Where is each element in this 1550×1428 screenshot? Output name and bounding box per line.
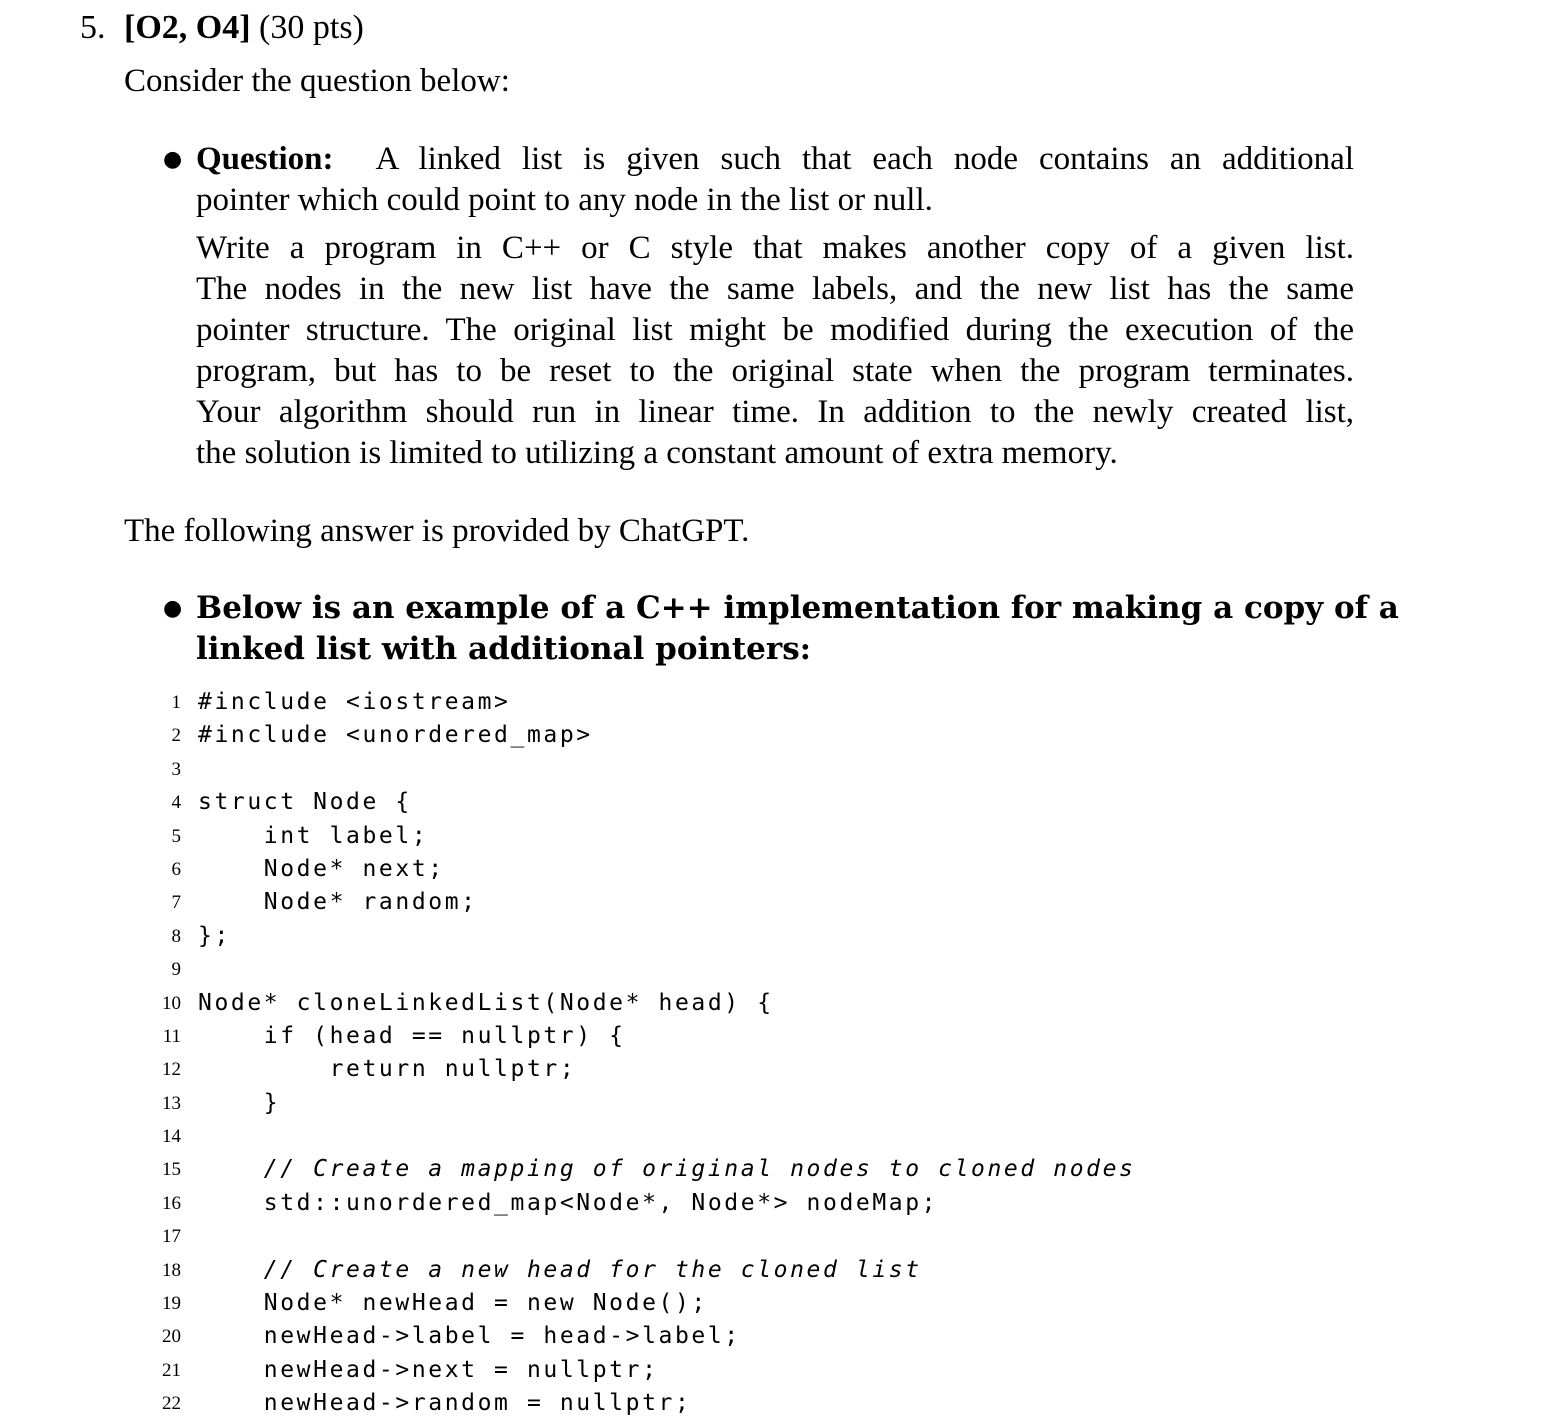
task-line: the solution is limited to utilizing a constant amount of extra memory. bbox=[196, 435, 1118, 471]
code-text: Node* next; bbox=[198, 855, 445, 882]
line-number: 14 bbox=[162, 1126, 181, 1148]
problem-number: 5. bbox=[80, 9, 106, 46]
bullet-icon: ● bbox=[163, 147, 183, 172]
code-comment: // Create a new head for the cloned list bbox=[198, 1256, 922, 1283]
line-number: 11 bbox=[162, 1025, 181, 1047]
line-number: 16 bbox=[162, 1192, 181, 1214]
task-line: pointer structure. The original list might be modified during the execution of the bbox=[196, 312, 1354, 348]
code-text: }; bbox=[198, 922, 231, 949]
code-text: std::unordered_map<Node*, Node*> nodeMap; bbox=[198, 1189, 939, 1216]
code-text: if (head == nullptr) { bbox=[198, 1022, 626, 1049]
code-comment: // Create a mapping of original nodes to cloned nodes bbox=[198, 1156, 1136, 1183]
line-number: 8 bbox=[171, 925, 181, 947]
code-text: } bbox=[198, 1089, 281, 1116]
line-number: 6 bbox=[171, 858, 181, 880]
problem-points: (30 pts) bbox=[259, 9, 364, 46]
line-number: 15 bbox=[162, 1159, 181, 1181]
code-text: int label; bbox=[198, 822, 429, 849]
line-number: 9 bbox=[171, 959, 181, 981]
line-number: 21 bbox=[162, 1359, 181, 1381]
code-text: return nullptr; bbox=[198, 1056, 577, 1083]
task-line: Write a program in C++ or C style that makes another copy of a given list. bbox=[196, 230, 1354, 266]
answer-intro bbox=[196, 588, 1399, 670]
line-number: 3 bbox=[171, 758, 181, 780]
bullet-icon: ● bbox=[163, 596, 183, 621]
task-line: The nodes in the new list have the same labels, and the new list has the same bbox=[196, 271, 1354, 307]
line-number: 5 bbox=[171, 825, 181, 847]
question-line: pointer which could point to any node in the list or null. bbox=[196, 182, 933, 218]
code-text: #include <iostream> bbox=[198, 689, 511, 715]
code-text: newHead->next = nullptr; bbox=[198, 1356, 659, 1383]
question-paragraph bbox=[196, 139, 1354, 221]
line-number: 13 bbox=[162, 1092, 181, 1114]
line-number: 7 bbox=[171, 892, 181, 914]
code-text: Node* cloneLinkedList(Node* head) { bbox=[198, 989, 774, 1016]
line-number: 20 bbox=[162, 1326, 181, 1348]
task-line: program, but has to be reset to the original state when the program terminates. bbox=[196, 353, 1354, 389]
code-text: Node* random; bbox=[198, 889, 478, 916]
problem-tags: [O2, O4] bbox=[124, 9, 251, 46]
line-number: 17 bbox=[162, 1226, 181, 1248]
task-line: Your algorithm should run in linear time. In addition to the newly created list, bbox=[196, 394, 1354, 430]
line-number: 4 bbox=[171, 792, 181, 814]
problem-heading bbox=[80, 8, 364, 48]
code-text: struct Node { bbox=[198, 789, 412, 816]
line-number: 2 bbox=[171, 725, 181, 747]
code-text: newHead->random = nullptr; bbox=[198, 1390, 692, 1417]
answer-intro-line: Below is an example of a C++ implementation for making a copy of a bbox=[196, 590, 1399, 626]
task-paragraph bbox=[196, 228, 1354, 474]
question-text: A linked list is given such that each node contains an additional bbox=[375, 141, 1354, 177]
line-number: 10 bbox=[162, 992, 181, 1014]
line-number: 1 bbox=[171, 692, 181, 713]
followup-text: The following answer is provided by ChatGPT. bbox=[124, 513, 750, 549]
line-number: 22 bbox=[162, 1393, 181, 1415]
answer-intro-line: linked list with additional pointers: bbox=[196, 631, 812, 667]
question-line bbox=[196, 139, 1354, 180]
problem-intro: Consider the question below: bbox=[124, 63, 510, 99]
question-label: Question: bbox=[196, 141, 334, 177]
code-text: newHead->label = head->label; bbox=[198, 1323, 741, 1350]
line-number: 18 bbox=[162, 1259, 181, 1281]
line-number: 12 bbox=[162, 1059, 181, 1081]
line-number: 19 bbox=[162, 1293, 181, 1315]
code-text: #include <unordered_map> bbox=[198, 722, 593, 749]
code-text: Node* newHead = new Node(); bbox=[198, 1290, 708, 1317]
